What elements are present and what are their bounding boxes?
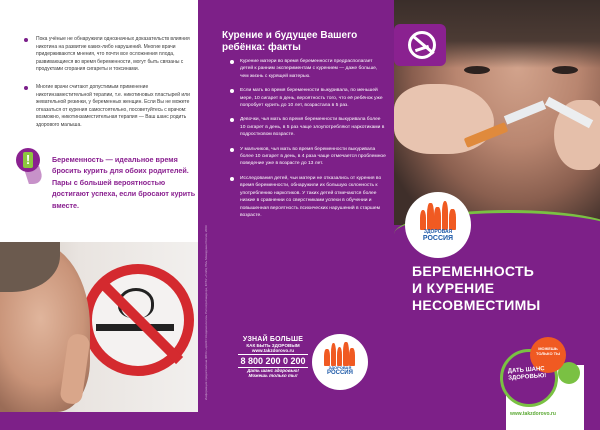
eye-right [552, 66, 578, 74]
list-item [230, 175, 386, 219]
bullet-icon [230, 118, 234, 122]
bullet-icon [24, 38, 28, 42]
vertical-footnote: Информация предоставлена ФБУН «ЦНИИ Эпидемиологии» Роспотребнадзора, ФГБУ «ГНИЦ ПМ» Минздрава России, 2009 [204, 225, 208, 400]
cigarette-paper [504, 100, 546, 124]
healthy-russia-logo-large [405, 192, 471, 258]
list-item [230, 87, 386, 109]
cigarette-shape [96, 324, 174, 331]
list-item [230, 146, 386, 168]
hand-left [394, 84, 494, 154]
bullet-text: Многие врачи считают допустимым применение никотинзаместительной терапии, т.е. никотиновых пластырей или жевательной резинки, у беременных женщин. Если Вы не можете отказаться от курения самостоятельно, посоветуйтесь с врачом: возможно, никотинзаместительная терапия — Ваш шанс родить здорового малыша. [36, 83, 190, 128]
fact-text: Курение матери во время беременности предрасполагает детей к ранним экспериментам с курением — даже больше, чем жизнь с курящей матерью. [240, 59, 378, 79]
list-item [22, 84, 190, 130]
title-line-3: НЕСОВМЕСТИМЫ [412, 297, 541, 313]
logo-text-line-2: РОССИЯ [422, 235, 454, 242]
fact-text: У мальчиков, чья мать во время беременности выкуривала более 10 сигарет в день, в 4 раза чаще отмечается проблемное поведение уже в возрасте до 13 лет. [240, 146, 386, 167]
left-bottom-bar [0, 412, 198, 430]
no-smoking-icon [408, 31, 436, 59]
left-bullet-list [22, 36, 190, 140]
bullet-icon [230, 148, 234, 152]
quote-text: Беременность — идеальное время бросить курить для обоих родителей. Пары с большей вероятностью достигают успеха, если бросают курить вместе. [52, 155, 196, 210]
contact-block [238, 336, 308, 378]
bullet-icon [230, 89, 234, 93]
badge-slogan: ДАТЬ ШАНС ЗДОРОВЬЮ! [507, 366, 547, 382]
title-line-2: И КУРЕНИЕ [412, 280, 495, 296]
fact-text: Исследования детей, чьи матери не отказались от курения во время беременности, обнаружили их большую склонность к употреблению наркотиков. У таких детей отмечаются более низкие в сравнении со сверстниками успехи в обучении и повышенная вероятность психических нарушений в старшем возрасте. [240, 175, 382, 218]
left-panel [0, 0, 198, 430]
bullet-text: Пока учёные не обнаружили однозначных доказательств влияния никотина на развитие каких-либо нарушений. Многие врачи придерживаются мнения, что почти все осложнения плода, развивающиеся во время беременности, могут быть связаны с продуктами сгорания сигареты и токсинами. [36, 36, 190, 73]
cover-title [412, 263, 541, 314]
list-item [230, 58, 386, 80]
logo-text-line-1: ЗДОРОВАЯ [328, 365, 352, 370]
bullet-icon [230, 60, 234, 64]
logo-text-line-2: РОССИЯ [327, 370, 353, 376]
give-health-a-chance-badge [500, 337, 600, 430]
learn-more-heading: УЗНАЙ БОЛЬШЕ [242, 336, 304, 343]
people-silhouettes-icon [324, 342, 355, 367]
eye-left [464, 66, 490, 74]
no-smoking-sign-icon [82, 264, 194, 376]
bullet-icon [230, 177, 234, 181]
woman-no-smoking-photo [0, 242, 198, 412]
badge-website-link[interactable]: www.takzdorovo.ru [510, 411, 556, 417]
logo-text-line-1: ЗДОРОВАЯ [423, 229, 453, 235]
website-link[interactable]: www.takzdorovo.ru [238, 348, 308, 355]
title-line-1: БЕРЕМЕННОСТЬ [412, 263, 535, 279]
people-silhouettes-icon [420, 201, 457, 230]
orange-circle-text: МОЖЕШЬ ТОЛЬКО ТЫ [530, 337, 566, 373]
healthy-russia-logo [312, 334, 368, 390]
fact-text: Если мать во время беременности выкуривала, по меньшей мере, 10 сигарет в день, вероятность того, что её ребёнок уже попробует курить до 10 лет, возрастала в 5 раз. [240, 88, 383, 109]
list-item [22, 36, 190, 74]
bullet-icon [24, 86, 28, 90]
fact-text: Девочки, чья мать во время беременности выкуривала более 10 сигарет в день, в 5 раз чаще злоупотребляют наркотиками в подростковом возрасте. [240, 117, 385, 138]
facts-title: Курение и будущее Вашего ребёнка: факты [222, 30, 358, 53]
exclamation-icon: ! [23, 152, 33, 168]
facts-list [230, 58, 386, 226]
list-item [230, 116, 386, 138]
no-smoking-badge [394, 24, 446, 66]
middle-panel [198, 0, 390, 430]
slogan-line-2: Можешь только ты! [248, 373, 298, 378]
hotline-phone[interactable]: 8 800 200 0 200 [238, 356, 308, 368]
learn-more-subheading: КАК БЫТЬ ЗДОРОВЫМ [246, 343, 300, 348]
slogan-line-1: Дать шанс здоровью! [247, 368, 299, 373]
